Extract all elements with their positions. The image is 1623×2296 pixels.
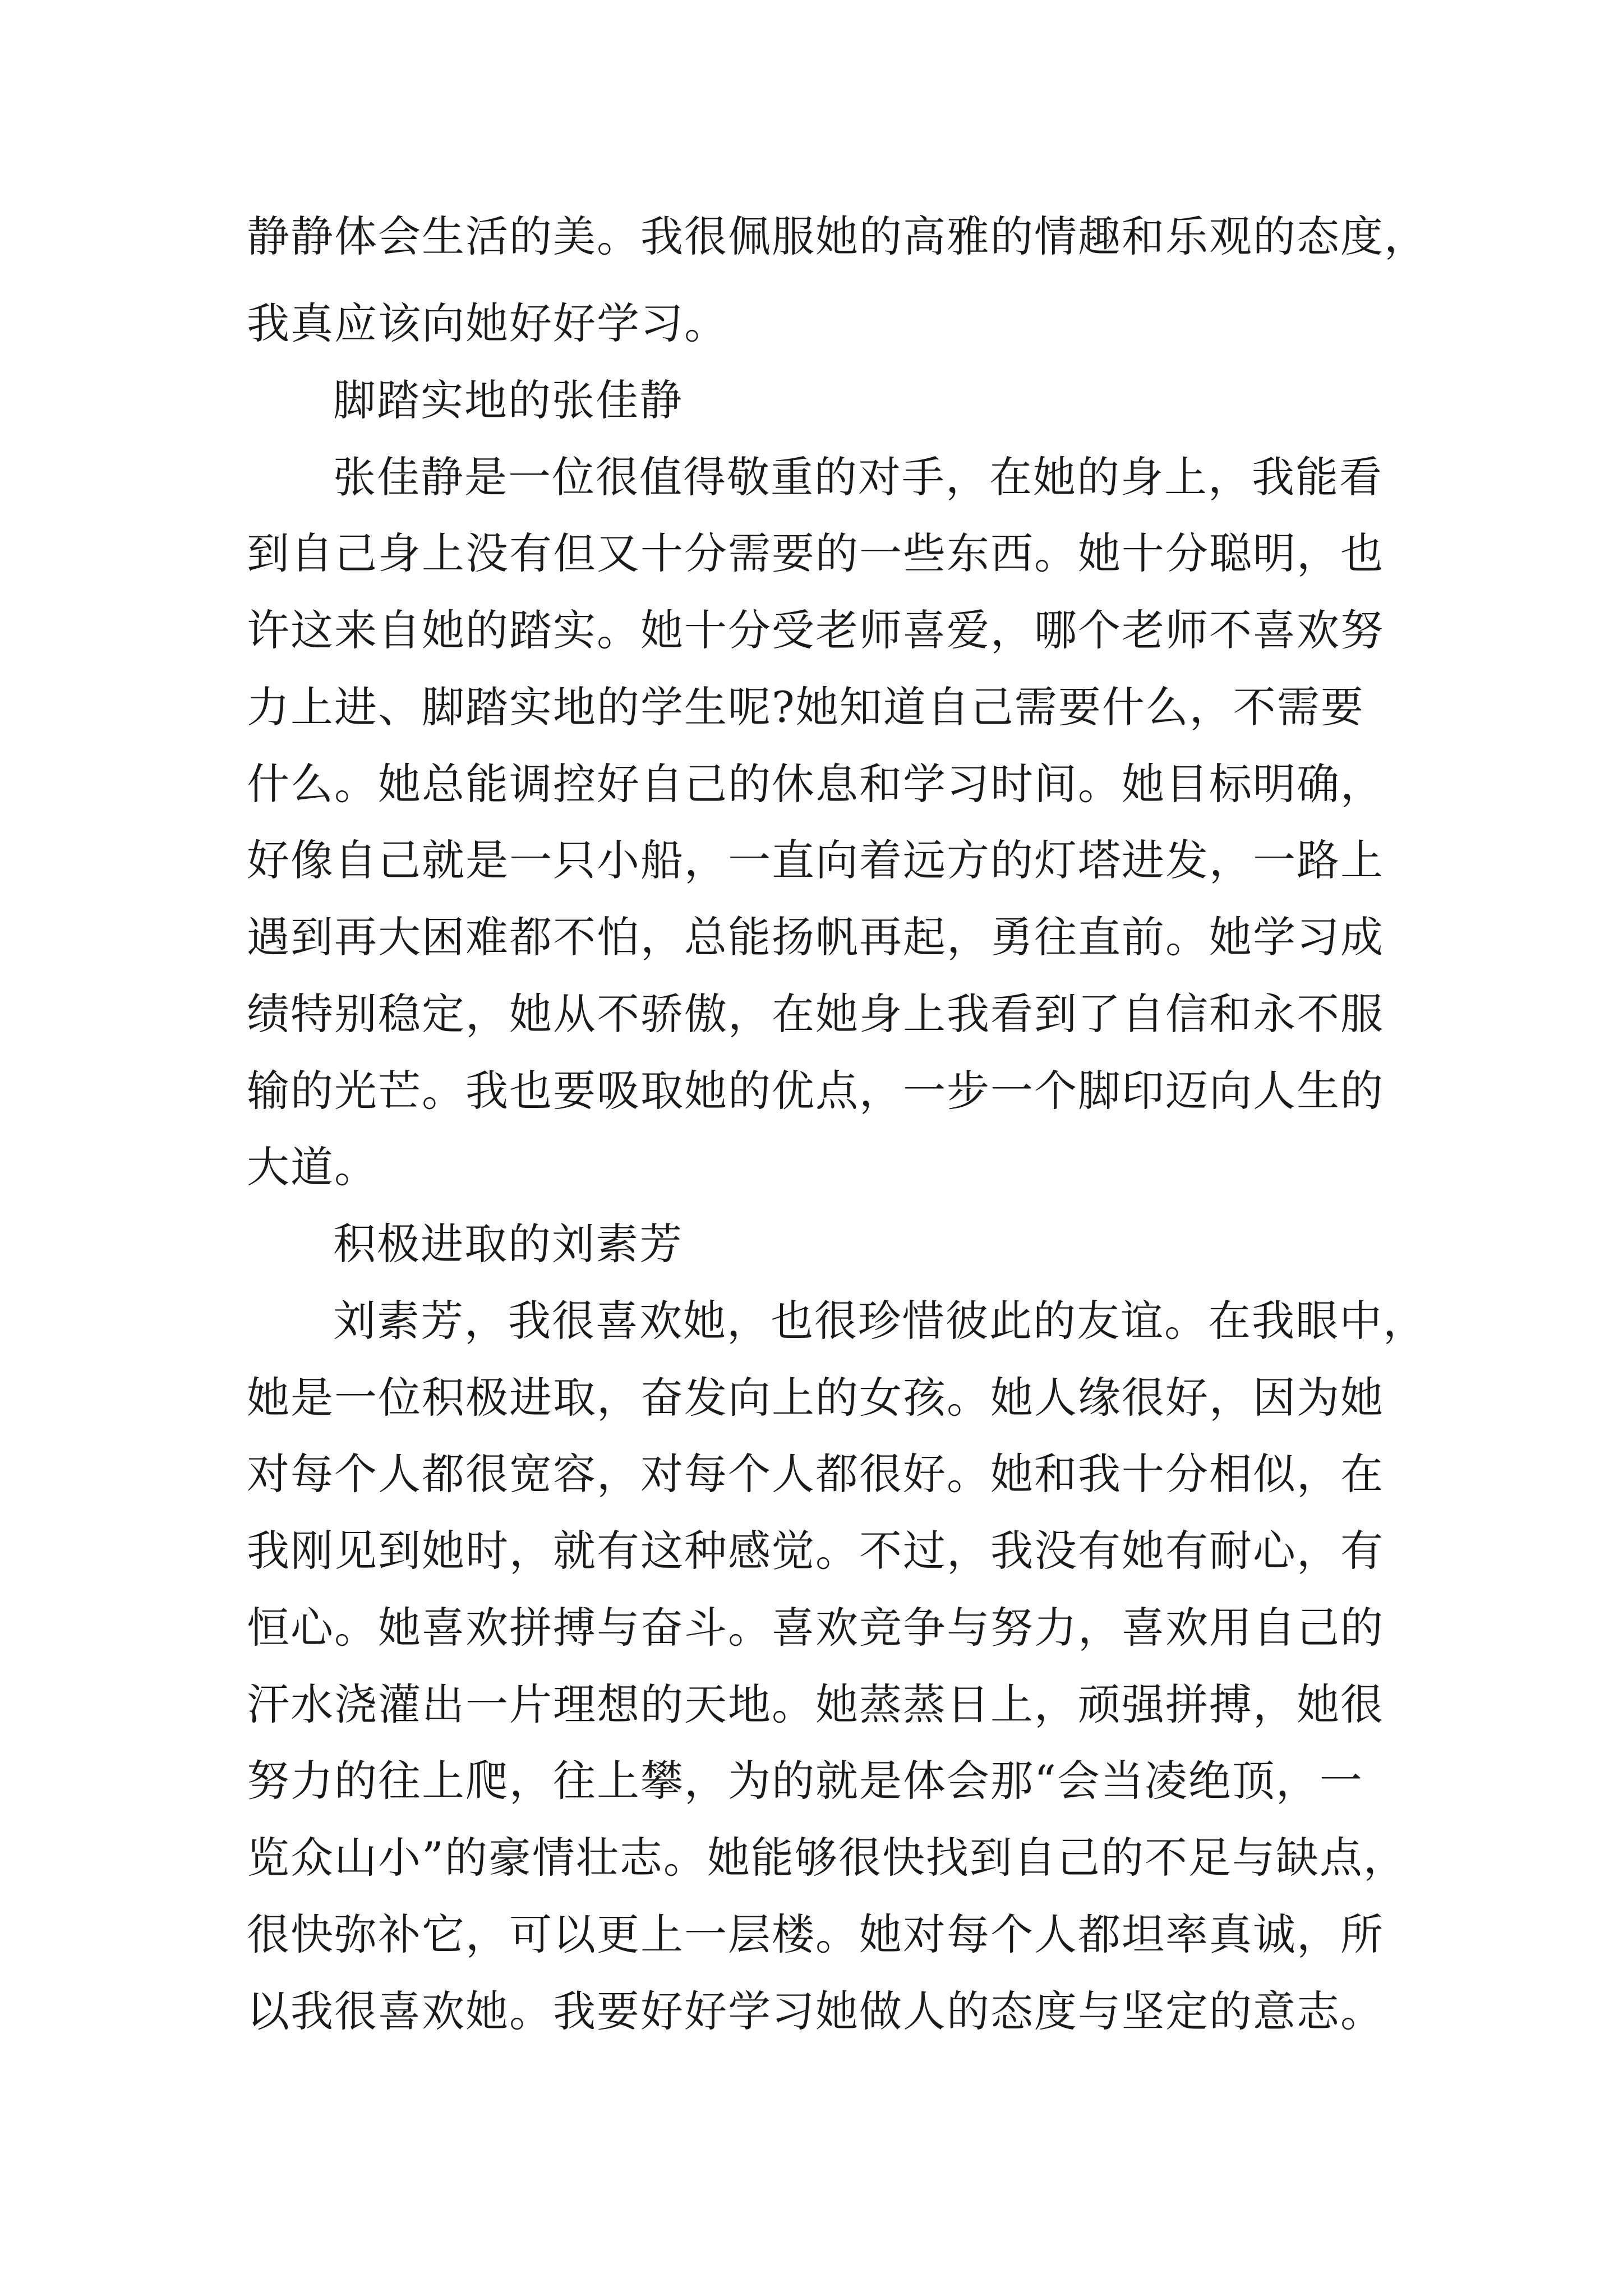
text-line: 我刚见到她时，就有这种感觉。不过，我没有她有耐心，有 <box>247 1526 1384 1576</box>
text-line: 恒心。她喜欢拼搏与奋斗。喜欢竞争与努力，喜欢用自己的 <box>247 1603 1384 1653</box>
text-line: 到自己身上没有但又十分需要的一些东西。她十分聪明，也 <box>247 528 1384 578</box>
text-line: 她是一位积极进取，奋发向上的女孩。她人缘很好，因为她 <box>247 1373 1384 1423</box>
text-line: 大道。 <box>247 1142 378 1192</box>
text-line: 好像自己就是一只小船，一直向着远方的灯塔进发，一路上 <box>247 835 1384 885</box>
text-line: 什么。她总能调控好自己的休息和学习时间。她目标明确， <box>247 759 1384 809</box>
text-line: 绩特别稳定，她从不骄傲，在她身上我看到了自信和永不服 <box>247 989 1384 1039</box>
text-line: 汗水浇灌出一片理想的天地。她蒸蒸日上，顽强拼搏，她很 <box>247 1680 1384 1729</box>
section-heading: 脚踏实地的张佳静 <box>333 375 683 425</box>
section-heading: 积极进取的刘素芳 <box>333 1219 683 1269</box>
text-line: 张佳静是一位很值得敬重的对手，在她的身上，我能看 <box>333 452 1383 502</box>
text-line: 我真应该向她好好学习。 <box>247 298 728 348</box>
text-line: 静静体会生活的美。我很佩服她的高雅的情趣和乐观的态度， <box>247 211 1428 261</box>
text-line: 以我很喜欢她。我要好好学习她做人的态度与坚定的意志。 <box>247 1986 1384 2036</box>
text-line: 力上进、脚踏实地的学生呢?她知道自己需要什么，不需要 <box>247 682 1364 732</box>
text-line: 刘素芳，我很喜欢她，也很珍惜彼此的友谊。在我眼中， <box>333 1296 1427 1346</box>
text-line: 很快弥补它，可以更上一层楼。她对每个人都坦率真诚，所 <box>247 1910 1384 1959</box>
text-line: 许这来自她的踏实。她十分受老师喜爱，哪个老师不喜欢努 <box>247 605 1384 655</box>
text-line: 览众山小”的豪情壮志。她能够很快找到自己的不足与缺点， <box>247 1833 1407 1883</box>
text-line: 对每个人都很宽容，对每个人都很好。她和我十分相似，在 <box>247 1449 1384 1499</box>
text-line: 输的光芒。我也要吸取她的优点，一步一个脚印迈向人生的 <box>247 1066 1384 1116</box>
text-line: 努力的往上爬，往上攀，为的就是体会那“会当凌绝顶，一 <box>247 1756 1363 1806</box>
text-line: 遇到再大困难都不怕，总能扬帆再起，勇往直前。她学习成 <box>247 912 1384 962</box>
